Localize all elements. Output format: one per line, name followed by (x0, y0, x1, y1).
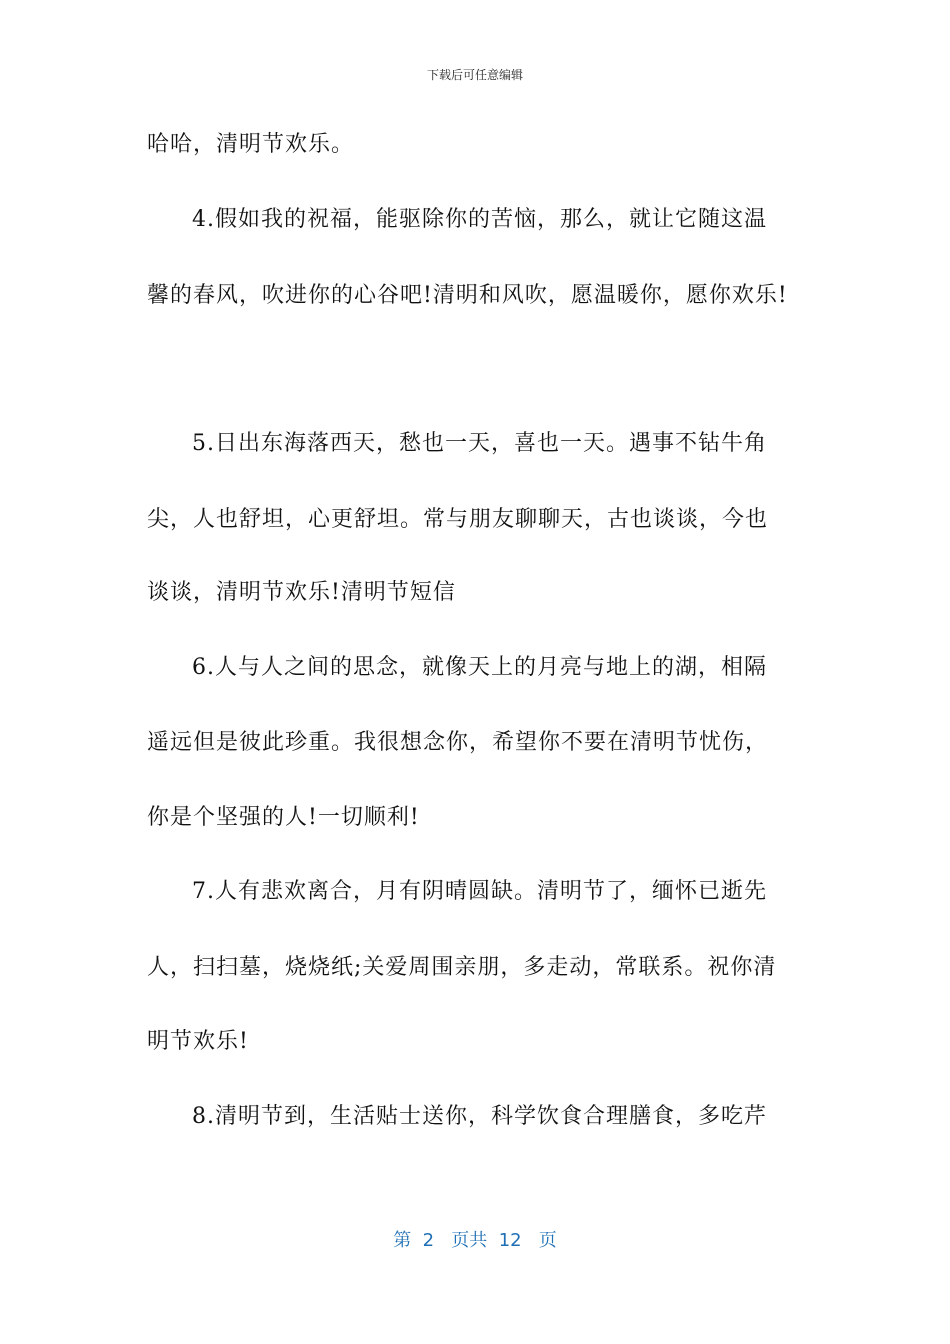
page-number-footer: 第 2 页共 12 页 (393, 1230, 557, 1251)
text-line: 7.人有悲欢离合，月有阴晴圆缺。清明节了，缅怀已逝先 (192, 879, 767, 904)
text-line: 6.人与人之间的思念，就像天上的月亮与地上的湖，相隔 (192, 655, 767, 680)
text-line: 谈谈，清明节欢乐!清明节短信 (147, 580, 456, 605)
page-header: 下载后可任意编辑 (426, 68, 523, 82)
text-line: 遥远但是彼此珍重。我很想念你，希望你不要在清明节忧伤， (147, 730, 769, 755)
text-line: 人，扫扫墓，烧烧纸;关爱周围亲朋，多走动，常联系。祝你清 (147, 955, 777, 980)
text-line: 尖，人也舒坦，心更舒坦。常与朋友聊聊天，古也谈谈，今也 (147, 507, 769, 532)
text-line: 明节欢乐! (147, 1029, 249, 1054)
text-line: 你是个坚强的人!一切顺利! (147, 805, 420, 830)
text-line: 8.清明节到，生活贴士送你，科学饮食合理膳食，多吃芹 (192, 1104, 767, 1129)
text-line: 4.假如我的祝福，能驱除你的苦恼，那么，就让它随这温 (192, 207, 767, 232)
text-line: 馨的春风，吹进你的心谷吧!清明和风吹，愿温暖你，愿你欢乐! (147, 283, 788, 308)
text-line: 哈哈，清明节欢乐。 (147, 132, 355, 157)
text-line: 5.日出东海落西天，愁也一天，喜也一天。遇事不钻牛角 (192, 431, 767, 456)
